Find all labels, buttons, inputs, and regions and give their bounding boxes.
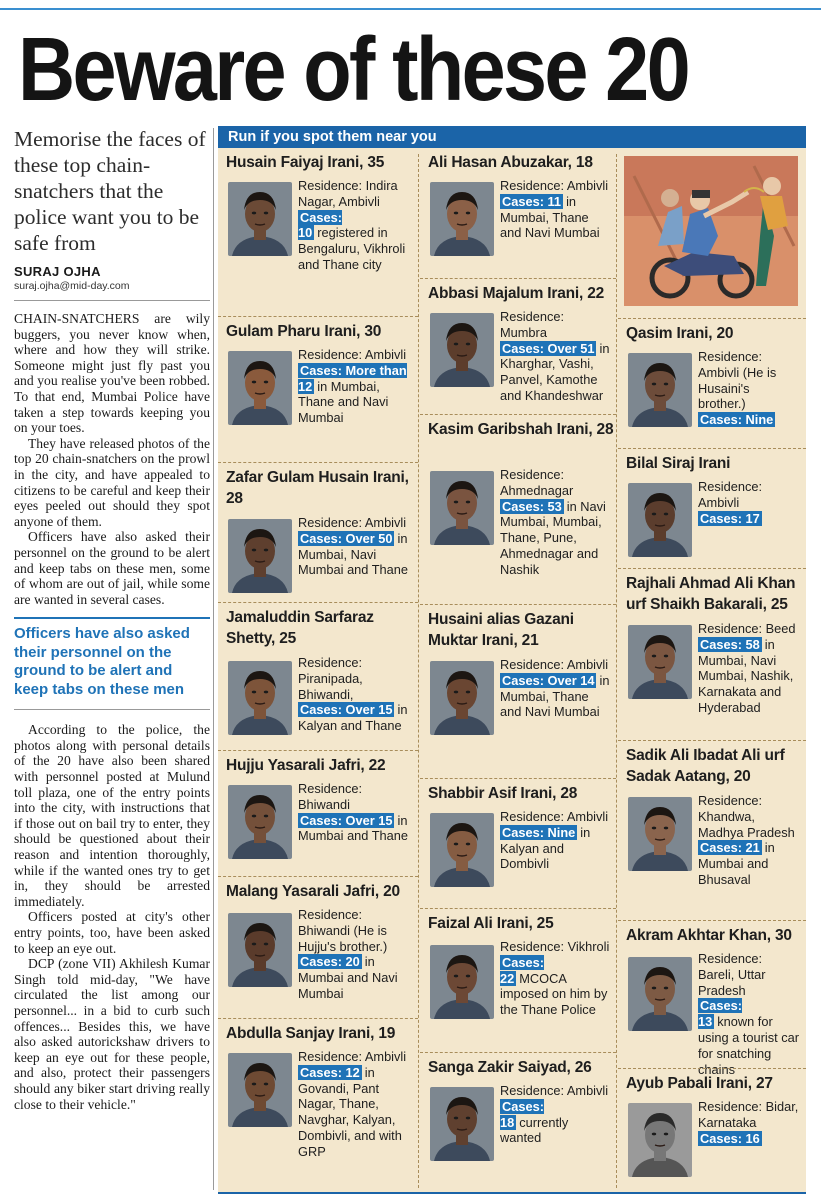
suspect-card	[218, 462, 418, 603]
cases-badge: Cases: Nine	[502, 824, 576, 840]
cases-badge: Cases: More than 12	[298, 362, 407, 394]
suspect-photo	[628, 1103, 692, 1177]
suspect-photo	[430, 471, 494, 545]
suspect-photo	[430, 813, 494, 887]
cases-badge: Cases: 11	[502, 193, 562, 209]
suspect-name: Zafar Gulam Husain Irani, 28	[226, 469, 409, 507]
suspect-cases-line	[500, 341, 610, 404]
suspect-case-details: in Mumbai and Navi Mumbai	[298, 954, 398, 1001]
suspect-photo	[628, 353, 692, 427]
suspect-card	[218, 1018, 418, 1193]
suspect-card	[420, 148, 616, 278]
suspect-card	[218, 602, 418, 751]
cases-badge: Cases: 12	[300, 1064, 360, 1080]
suspect-name: Jamaluddin Sarfaraz Shetty, 25	[226, 609, 374, 647]
suspect-residence: Residence: Bhiwandi	[298, 781, 363, 812]
suspect-residence: Residence: Ambivli	[298, 347, 407, 362]
suspect-card	[420, 414, 616, 605]
suspect-cases-line	[298, 954, 412, 1001]
cases-badge: Cases: 22	[500, 954, 544, 986]
suspect-photo	[628, 957, 692, 1031]
suspect-name: Kasim Garibshah Irani, 28	[428, 421, 614, 438]
suspect-case-details: in Navi Mumbai, Mumbai, Thane, Pune, Ahmednagar and Nashik	[500, 498, 606, 577]
suspect-residence: Residence: Piranipada, Bhiwandi,	[298, 655, 363, 702]
suspect-case-details: registered in Bengaluru, Vikhroli and Thane city	[298, 225, 406, 272]
suspect-photo	[430, 182, 494, 256]
intro-deck: Memorise the faces of these top chain-snatchers that the police want you to be safe from	[14, 127, 206, 255]
suspect-details	[500, 939, 610, 1018]
section-banner: Run if you spot them near you	[218, 126, 806, 148]
suspect-details	[298, 515, 412, 578]
suspect-card	[618, 318, 806, 449]
suspect-card	[420, 1052, 616, 1193]
suspect-case-details: known for using a tourist car for snatching chains	[698, 1014, 800, 1077]
cases-badge: Cases: Over 15	[300, 812, 393, 828]
suspect-photo	[628, 797, 692, 871]
suspect-cases-line	[298, 702, 412, 734]
cases-badge: Cases: Over 51	[502, 340, 595, 356]
cases-badge: Cases: Nine	[700, 412, 774, 428]
suspect-cases-line	[698, 840, 800, 887]
cases-badge: Cases: 13	[698, 998, 742, 1030]
suspect-details	[698, 479, 800, 526]
suspect-case-details: in Kalyan and Dombivli	[500, 824, 591, 872]
suspect-residence: Residence: Ambivli	[500, 1083, 609, 1098]
chain-snatching-illustration	[624, 156, 798, 306]
suspect-card	[420, 908, 616, 1053]
suspect-name: Qasim Irani, 20	[626, 325, 734, 342]
suspects-panel	[218, 148, 806, 1194]
byline-email: suraj.ojha@mid-day.com	[14, 280, 210, 301]
suspect-photo	[228, 351, 292, 425]
suspect-photo	[228, 1053, 292, 1127]
suspect-residence: Residence: Mumbra	[500, 309, 565, 340]
suspect-details	[500, 809, 610, 872]
suspect-cases-line	[500, 499, 610, 578]
suspect-details	[298, 1049, 412, 1160]
column-separator	[418, 154, 419, 1188]
suspect-photo	[430, 1087, 494, 1161]
suspect-name: Sadik Ali Ibadat Ali urf Sadak Aatang, 20	[626, 747, 785, 785]
suspect-card	[618, 448, 806, 569]
suspect-name: Hujju Yasarali Jafri, 22	[226, 757, 386, 774]
suspect-card	[420, 604, 616, 779]
suspect-photo	[430, 945, 494, 1019]
suspect-cases-line	[698, 998, 800, 1077]
suspect-residence: Residence: Ambivli	[500, 178, 609, 193]
suspect-details	[698, 793, 800, 888]
suspect-card	[618, 568, 806, 741]
suspect-case-details: in Mumbai and Bhusaval	[698, 840, 775, 887]
suspect-details	[298, 781, 412, 844]
cases-badge: Cases: Over 15	[300, 702, 393, 718]
suspect-details	[298, 907, 412, 1002]
suspect-cases-line	[298, 813, 412, 845]
cases-badge: Cases: 53	[502, 498, 562, 514]
cases-badge: Cases: Over 50	[300, 530, 393, 546]
suspect-cases-line	[298, 531, 412, 578]
suspect-residence: Residence: Ahmednagar	[500, 467, 574, 498]
suspect-residence: Residence: Vikhroli	[500, 939, 610, 954]
suspects-column-2	[420, 148, 616, 1192]
suspect-details	[298, 655, 412, 734]
suspect-cases-line	[298, 363, 412, 426]
suspect-case-details: in Kalyan and Thane	[298, 702, 408, 734]
cases-badge: Cases: 17	[700, 510, 760, 526]
suspect-card	[218, 148, 418, 316]
suspect-details	[500, 178, 610, 241]
suspect-name: Gulam Pharu Irani, 30	[226, 323, 382, 340]
suspect-name: Ali Hasan Abuzakar, 18	[428, 154, 593, 171]
suspect-name: Malang Yasarali Jafri, 20	[226, 883, 400, 900]
body-paragraph: They have released photos of the top 20 chain-snatchers on the prowl in the city, and have appealed to citizens to be careful and keep their eyes peeled out should they spot anyone of them.	[14, 435, 210, 529]
column-separator	[616, 154, 617, 1188]
top-rule	[0, 8, 821, 10]
headline: Beware of these 20	[18, 20, 689, 120]
suspect-details	[298, 178, 412, 273]
suspects-column-3	[618, 148, 806, 1192]
suspect-case-details: in Mumbai, Thane and Navi Mumbai	[500, 672, 610, 720]
suspect-card	[420, 778, 616, 909]
suspect-card	[618, 740, 806, 921]
suspect-photo	[228, 785, 292, 859]
suspect-photo	[628, 625, 692, 699]
suspect-cases-line	[698, 412, 800, 428]
body-paragraph: CHAIN-SNATCHERS are wily buggers, you never know when, where and how they will strike. Someone might just fly past you and you realise you've been robbed. To that end, Mumbai Police have taken a step towards keeping you on your toes.	[14, 311, 210, 436]
suspect-name: Faizal Ali Irani, 25	[428, 915, 554, 932]
suspect-card	[218, 750, 418, 877]
suspect-case-details: in Kharghar, Vashi, Panvel, Kamothe and Khandeshwar	[500, 340, 610, 403]
suspect-name: Sanga Zakir Saiyad, 26	[428, 1059, 592, 1076]
suspect-details	[698, 621, 800, 716]
cases-badge: Cases: 20	[300, 954, 360, 970]
suspect-name: Bilal Siraj Irani	[626, 455, 731, 472]
suspects-column-1	[218, 148, 418, 1192]
suspect-residence: Residence: Ambivli	[298, 1049, 407, 1064]
suspect-cases-line	[500, 955, 610, 1018]
suspect-case-details: in Mumbai, Thane and Navi Mumbai	[500, 193, 600, 241]
suspect-case-details: currently wanted	[500, 1114, 569, 1146]
suspect-photo	[228, 182, 292, 256]
suspect-cases-line	[698, 1131, 800, 1147]
suspect-case-details: in Mumbai and Thane	[298, 812, 409, 844]
suspect-details	[500, 309, 610, 404]
suspect-name: Husain Faiyaj Irani, 35	[226, 154, 385, 171]
suspect-residence: Residence: Ambivli	[500, 657, 609, 672]
suspect-case-details: in Mumbai, Navi Mumbai and Thane	[298, 530, 409, 578]
suspect-cases-line	[298, 210, 412, 273]
body-paragraph: Officers posted at city's other entry points, too, have been asked to keep an eye out.	[14, 909, 210, 956]
suspect-residence: Residence: Indira Nagar, Ambivli	[298, 178, 398, 209]
suspect-residence: Residence: Bhiwandi (He is Hujju's brother.)	[298, 907, 388, 954]
suspect-name: Akram Akhtar Khan, 30	[626, 927, 792, 944]
pull-quote: Officers have also asked their personnel on the ground to be alert and keep tabs on these men	[14, 617, 210, 710]
story-column	[14, 124, 210, 1112]
suspect-name: Shabbir Asif Irani, 28	[428, 785, 578, 802]
suspect-residence: Residence: Bareli, Uttar Pradesh	[698, 951, 766, 998]
suspect-details	[698, 951, 800, 1077]
cases-badge: Cases: 16	[700, 1130, 760, 1146]
suspect-photo	[430, 313, 494, 387]
suspect-details	[298, 347, 412, 426]
suspect-details	[698, 1099, 800, 1146]
suspect-photo	[228, 519, 292, 593]
suspect-residence: Residence: Ambivli	[298, 515, 407, 530]
suspect-details	[698, 349, 800, 428]
suspect-name: Abdulla Sanjay Irani, 19	[226, 1025, 396, 1042]
suspect-card	[618, 920, 806, 1077]
body-paragraph: Officers have also asked their personnel on the ground to be alert and keep tabs on these men, some of whom are out of jail, while some are wanted in several cases.	[14, 529, 210, 607]
suspect-residence: Residence: Beed	[698, 621, 796, 636]
suspect-residence: Residence: Bidar, Karnataka	[698, 1099, 799, 1130]
suspect-cases-line	[500, 673, 610, 720]
column-divider	[213, 128, 214, 1190]
suspect-card	[218, 876, 418, 1019]
suspect-cases-line	[698, 637, 800, 716]
suspect-photo	[228, 913, 292, 987]
body-paragraph: DCP (zone VII) Akhilesh Kumar Singh told mid-day, "We have circulated the list among our personnel... in a bid to curb such offences... Besides this, we have also asked autorickshaw drivers to keep an eye out for these people, and also, protect their passengers should any biker start driving really close to their vehicle."	[14, 956, 210, 1112]
cases-badge: Cases: 10	[298, 209, 342, 241]
suspect-case-details: in Govandi, Pant Nagar, Thane, Navghar, Kalyan, Dombivli, and with GRP	[298, 1064, 402, 1159]
suspect-cases-line	[500, 1099, 610, 1146]
suspect-details	[500, 1083, 610, 1146]
suspect-name: Rajhali Ahmad Ali Khan urf Shaikh Bakarali, 25	[626, 575, 796, 613]
suspect-details	[500, 657, 610, 720]
suspect-residence: Residence: Khandwa, Madhya Pradesh	[698, 793, 795, 840]
suspect-cases-line	[298, 1065, 412, 1160]
suspect-cases-line	[698, 511, 800, 527]
suspect-residence: Residence: Ambivli (He is Husaini's brother.)	[698, 349, 777, 412]
suspect-name: Abbasi Majalum Irani, 22	[428, 285, 605, 302]
cases-badge: Cases: 21	[700, 840, 760, 856]
suspect-case-details: MCOCA imposed on him by the Thane Police	[500, 970, 608, 1018]
suspect-residence: Residence: Ambivli	[698, 479, 763, 510]
suspect-photo	[628, 483, 692, 557]
suspect-residence: Residence: Ambivli	[500, 809, 609, 824]
suspect-cases-line	[500, 825, 610, 872]
suspect-photo	[228, 661, 292, 735]
suspect-cases-line	[500, 194, 610, 241]
cases-badge: Cases: 58	[700, 636, 760, 652]
body-paragraph: According to the police, the photos along with personal details of the 20 have also been shared with personnel posted at Mulund toll plaza, one of the entry points into the city, with instructions that if those out on bail try to enter, they should be questioned about their reason and intention thoroughly, while if the wanted ones try to get in, they should be arrested immediately.	[14, 722, 210, 909]
suspect-name: Ayub Pabali Irani, 27	[626, 1075, 773, 1092]
suspect-details	[500, 467, 610, 578]
suspect-card	[218, 316, 418, 463]
cases-badge: Cases: 18	[500, 1098, 544, 1130]
suspect-photo	[430, 661, 494, 735]
suspect-case-details: in Mumbai, Navi Mumbai, Nashik, Karnakata and Hyderabad	[698, 636, 794, 715]
suspect-card	[420, 278, 616, 415]
suspect-case-details: in Mumbai, Thane and Navi Mumbai	[298, 378, 389, 426]
cases-badge: Cases: Over 14	[502, 672, 595, 688]
suspect-card	[618, 1068, 806, 1193]
suspect-name: Husaini alias Gazani Muktar Irani, 21	[428, 611, 574, 649]
byline-name: SURAJ OJHA	[14, 264, 101, 279]
